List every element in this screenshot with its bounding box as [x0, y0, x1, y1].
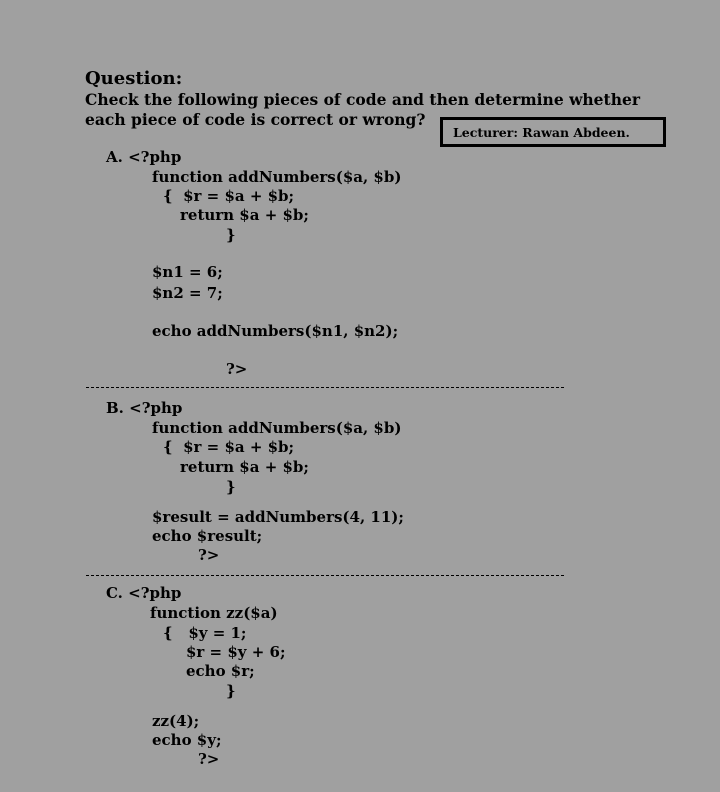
code-a-line-2: function addNumbers($a, $b) — [152, 168, 402, 186]
code-c-line-2: function zz($a) — [150, 604, 278, 622]
code-c-line-5: echo $r; — [186, 662, 255, 680]
code-c-line-9: ?> — [198, 750, 220, 768]
code-a-line-7: $n2 = 7; — [152, 284, 223, 302]
code-c-line-7: zz(4); — [152, 712, 200, 730]
question-title: Question: — [85, 68, 183, 89]
code-c-line-6: } — [226, 682, 236, 700]
code-b-line-4: return $a + $b; — [180, 458, 309, 476]
instruction-line-1: Check the following pieces of code and then determine whether — [85, 90, 641, 109]
code-c-line-8: echo $y; — [152, 731, 222, 749]
code-b-line-7: echo $result; — [152, 527, 263, 545]
code-c-line-3: { $y = 1; — [163, 624, 247, 642]
code-c-line-1: C. <?php — [106, 584, 182, 602]
code-b-line-5: } — [226, 478, 236, 496]
code-a-line-6: $n1 = 6; — [152, 263, 223, 281]
section-divider — [86, 575, 564, 576]
code-a-line-1: A. <?php — [106, 148, 182, 166]
lecturer-label: Lecturer: Rawan Abdeen. — [453, 124, 630, 140]
instruction-line-2: each piece of code is correct or wrong? — [85, 110, 426, 129]
code-b-line-1: B. <?php — [106, 399, 183, 417]
code-c-line-4: $r = $y + 6; — [186, 643, 286, 661]
code-a-line-4: return $a + $b; — [180, 206, 309, 224]
code-b-line-3: { $r = $a + $b; — [163, 438, 295, 456]
code-b-line-2: function addNumbers($a, $b) — [152, 419, 402, 437]
code-b-line-8: ?> — [198, 546, 220, 564]
code-a-line-5: } — [226, 226, 236, 244]
code-a-line-3: { $r = $a + $b; — [163, 187, 295, 205]
code-a-line-8: echo addNumbers($n1, $n2); — [152, 322, 399, 340]
code-a-line-9: ?> — [226, 360, 248, 378]
code-b-line-6: $result = addNumbers(4, 11); — [152, 508, 404, 526]
lecturer-box — [440, 117, 666, 147]
section-divider — [86, 387, 564, 388]
